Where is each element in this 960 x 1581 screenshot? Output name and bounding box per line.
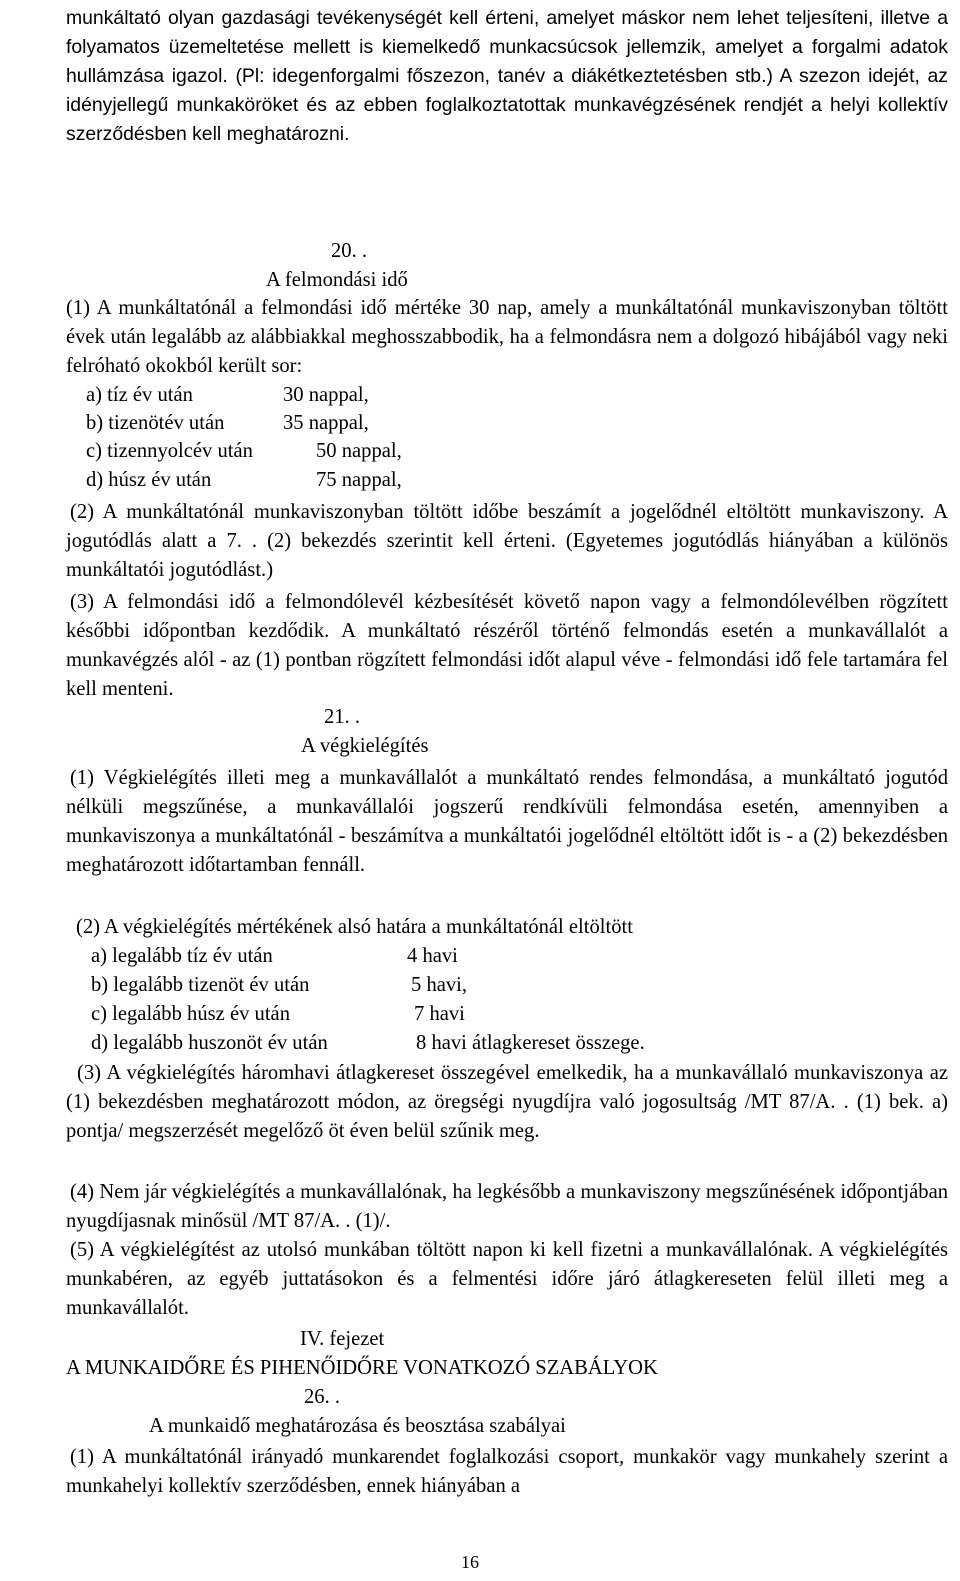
severance-item-label: b) legalább tizenöt év után [91, 974, 310, 996]
notice-item-label: c) tizennyolcév után [86, 440, 253, 462]
chapter-title: A MUNKAIDŐRE ÉS PIHENŐIDŐRE VONATKOZÓ SZABÁLYOK [66, 1357, 658, 1379]
severance-item-label: a) legalább tíz év után [91, 945, 273, 967]
severance-item-label: d) legalább huszonöt év után [91, 1032, 328, 1054]
notice-item-value: 35 nappal, [283, 412, 369, 434]
severance-item-value: 8 havi átlagkereset összege. [416, 1032, 645, 1054]
section-21-paragraph-2-intro: (2) A végkielégítés mértékének alsó határa a munkáltatónál eltöltött [76, 916, 633, 938]
section-21-title: A végkielégítés [301, 735, 429, 757]
severance-item-value: 7 havi [414, 1003, 465, 1025]
notice-item-value: 30 nappal, [283, 384, 369, 406]
section-21-paragraph-3: (3) A végkielégítés háromhavi átlagkereset összegével emelkedik, ha a munkavállaló munkaviszonya az (1) bekezdésben meghatározott módon, az öregségi nyugdíjra való jogosultság /MT 87/A. . (1) bek. a) pontja/ megszerzését megelőző öt éven belül szűnik meg. [66, 1062, 948, 1142]
severance-item-value: 4 havi [407, 945, 458, 967]
notice-item-label: a) tíz év után [86, 384, 193, 406]
section-26-paragraph-1: (1) A munkáltatónál irányadó munkarendet foglalkozási csoport, munkakör vagy munkahely szerint a munkahelyi kollektív szerződésben, ennek hiányában a [66, 1446, 948, 1497]
section-20-title: A felmondási idő [266, 269, 408, 291]
section-26-number: 26. . [304, 1386, 341, 1408]
chapter-number: IV. fejezet [300, 1328, 385, 1350]
page-number: 16 [461, 1552, 479, 1572]
severance-item-value: 5 havi, [411, 974, 468, 996]
notice-item-value: 75 nappal, [316, 469, 402, 491]
section-21-paragraph-4: (4) Nem jár végkielégítés a munkavállalónak, ha legkésőbb a munkaviszony megszűnésének időpontjában nyugdíjasnak minősül /MT 87/A. . (1)/. [66, 1181, 948, 1232]
section-21-number: 21. . [324, 706, 361, 728]
notice-item-value: 50 nappal, [316, 440, 402, 462]
section-20-paragraph-1: (1) A munkáltatónál a felmondási idő mértéke 30 nap, amely a munkáltatónál munkaviszonyban töltött évek után legalább az alábbiakkal meghosszabbodik, ha a felmondásra nem a dolgozó hibájából vagy neki felróható okokból került sor: [66, 297, 948, 377]
section-20-number: 20. . [331, 240, 368, 262]
section-20-paragraph-3: (3) A felmondási idő a felmondólevél kézbesítését követő napon vagy a felmondólevélben rögzített későbbi időpontban kezdődik. A munkáltató részéről történő felmondás esetén a munkavállalót a munkavégzés alól - az (1) pontban rögzített felmondási időt alapul véve - felmondási idő fele tartamára fel kell menteni. [66, 591, 948, 700]
section-26-title: A munkaidő meghatározása és beosztása szabályai [149, 1415, 566, 1437]
section-21-paragraph-5: (5) A végkielégítést az utolsó munkában töltött napon ki kell fizetni a munkavállalónak. A végkielégítés munkabéren, az egyéb juttatásokon és a felmentési időre járó átlagkereseten felül illeti meg a munkavállalót. [66, 1239, 948, 1319]
severance-item-label: c) legalább húsz év után [91, 1003, 290, 1025]
section-21-paragraph-1: (1) Végkielégítés illeti meg a munkavállalót a munkáltató rendes felmondása, a munkáltató jogutód nélküli megszűnése, a munkavállalói jogszerű rendkívüli felmondása esetén, amennyiben a munkaviszonya a munkáltatónál - beszámítva a munkáltatói jogelődnél eltöltött időt is - a (2) bekezdésben meghatározott időtartamban fennáll. [66, 767, 948, 876]
section-20-paragraph-2: (2) A munkáltatónál munkaviszonyban töltött időbe beszámít a jogelődnél eltöltött munkaviszony. A jogutódlás alatt a 7. . (2) bekezdés szerintit kell érteni. (Egyetemes jogutódlás hiányában a különös munkáltatói jogutódlást.) [66, 501, 948, 581]
intro-paragraph: munkáltató olyan gazdasági tevékenységét kell érteni, amelyet máskor nem lehet teljesíteni, illetve a folyamatos üzemeltetése mellett is kiemelkedő munkacsúcsok jellemzik, amelyet a forgalmi adatok hullámzása igazol. (Pl: idegenforgalmi főszezon, tanév a diákétkeztetésben stb.) A szezon idejét, az idényjellegű munkaköröket és az ebben foglalkoztatottak munkavégzésének rendjét a helyi kollektív szerződésben kell meghatározni. [66, 7, 948, 145]
notice-item-label: b) tizenötév után [86, 412, 225, 434]
notice-item-label: d) húsz év után [86, 469, 212, 491]
